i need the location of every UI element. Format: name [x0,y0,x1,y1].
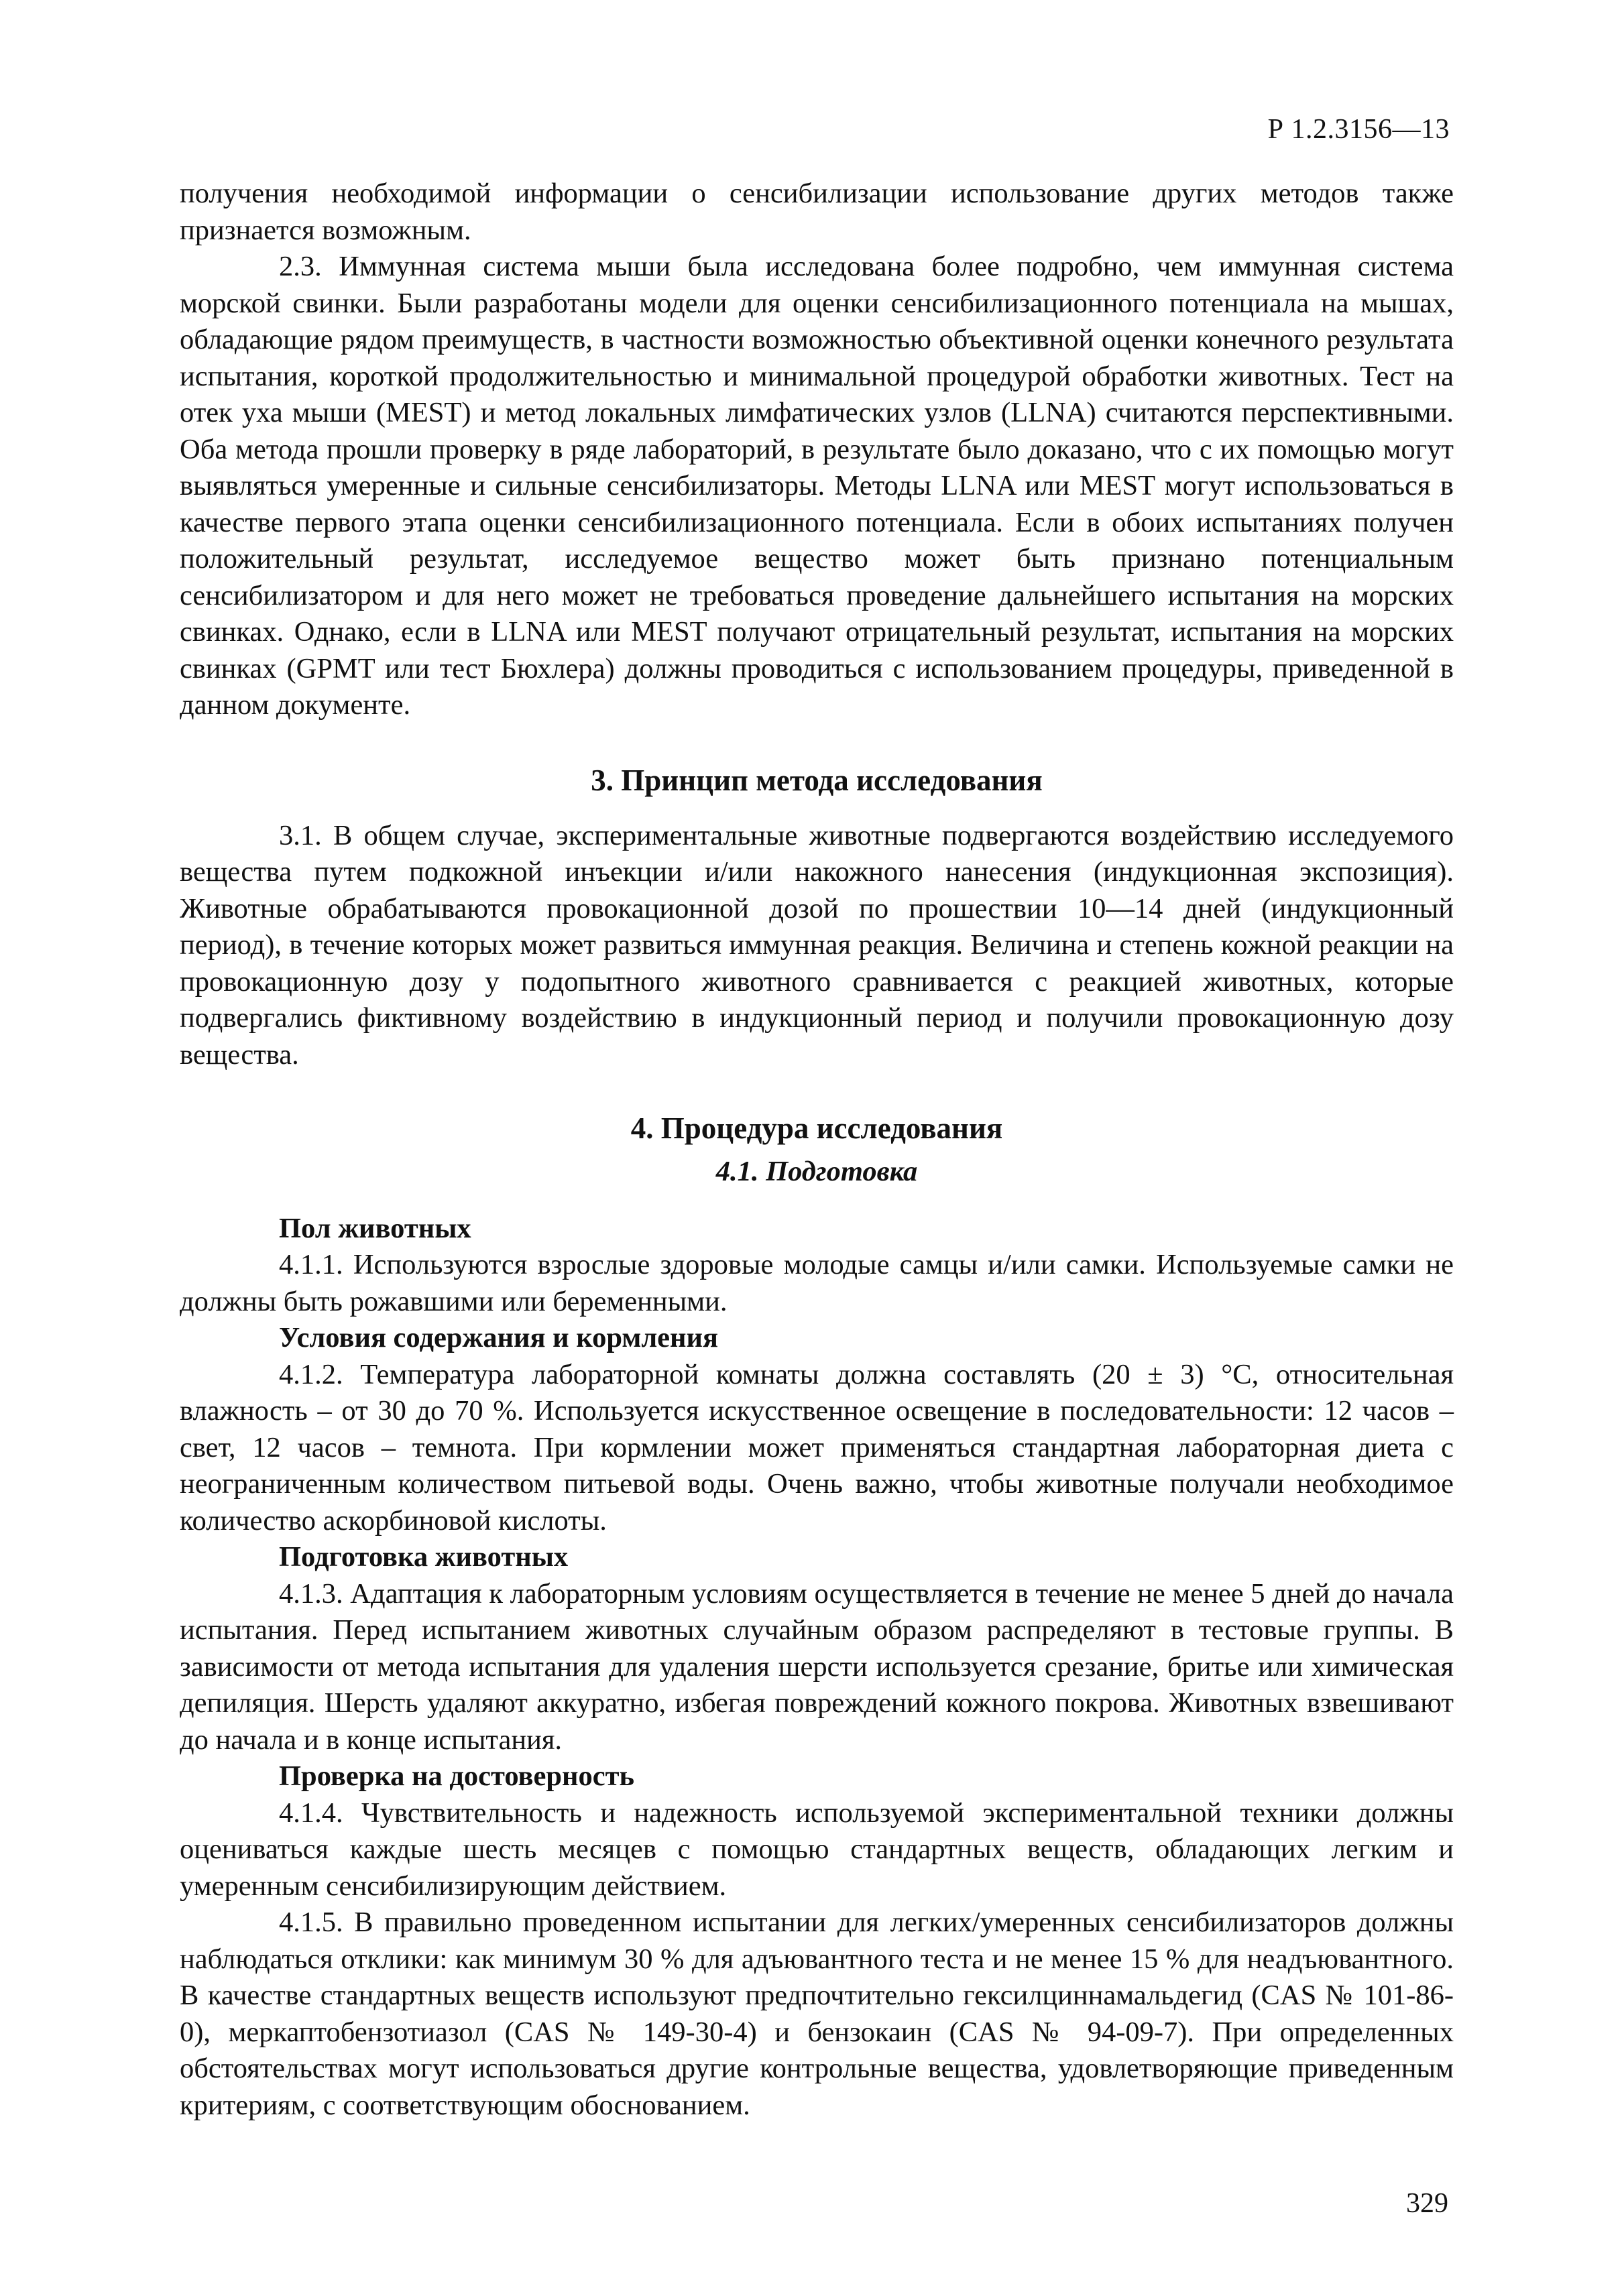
document-code: Р 1.2.3156—13 [1267,114,1450,145]
paragraph-4-1-3: 4.1.3. Адаптация к лабораторным условиям осуществляется в течение не менее 5 дней до начала испытания. Перед испытанием животных случайным образом распределяют в тестовые группы. В зависимости от метода испытания для удаления шерсти используется срезание, бритье или химическая депиляция. Шерсть удаляют аккуратно, избегая повреждений кожного покрова. Животных взвешивают до начала и в конце испытания. [180,1577,1454,1756]
animal-preparation-heading: Подготовка животных [279,1541,569,1573]
page-number: 329 [1406,2188,1448,2219]
paragraph-4-1-4: 4.1.4. Чувствительность и надежность используемой экспериментальной техники должны оцениваться каждые шесть месяцев с помощью стандартных веществ, обладающих легким и умеренным сенсибилизирующим действием. [180,1797,1454,1902]
paragraph-3-1: 3.1. В общем случае, экспериментальные животные подвергаются воздействию исследуемого вещества путем подкожной инъекции и/или накожного нанесения (индукционная экспозиция). Животные обрабатываются провокационной дозой по прошествии 10—14 дней (индукционный период), в течение которых может развиться иммунная реакция. Величина и степень кожной реакции на провокационную дозу у подопытного животного сравнивается с реакцией животных, которые подвергались фиктивному воздействию в индукционный период и получили провокационную дозу вещества. [180,819,1454,1071]
paragraph-2-3: 2.3. Иммунная система мыши была исследована более подробно, чем иммунная система морской свинки. Были разработаны модели для оценки сенсибилизационного потенциала на мышах, обладающие рядом преимуществ, в частности возможностью объективной оценки конечного результата испытания, короткой продолжительностью и минимальной процедурой обработки животных. Тест на отек уха мыши (MEST) и метод локальных лимфатических узлов (LLNA) считаются перспективными. Оба метода прошли проверку в ряде лабораторий, в результате было доказано, что с их помощью могут выявляться умеренные и сильные сенсибилизаторы. Методы LLNA или MEST могут использоваться в качестве первого этапа оценки сенсибилизационного потенциала. Если в обоих испытаниях получен положительный результат, исследуемое вещество может быть признано потенциальным сенсибилизатором и для него может не требоваться проведение дальнейшего испытания на морских свинках. Однако, если в LLNA или MEST получают отрицательный результат, испытания на морских свинках (GPMT или тест Бюхлера) должны проводиться с использованием процедуры, приведенной в данном документе. [180,251,1454,721]
paragraph-4-1-2: 4.1.2. Температура лабораторной комнаты должна составлять (20 ± 3) °С, относительная влажность – от 30 до 70 %. Используется искусственное освещение в последовательности: 12 часов – свет, 12 часов – темнота. При кормлении может применяться стандартная лабораторная диета с неограниченным количеством питьевой воды. Очень важно, чтобы животные получали необходимое количество аскорбиновой кислоты. [180,1358,1454,1536]
page-content [180,176,1454,2124]
reliability-check-heading: Проверка на достоверность [279,1760,634,1792]
intro-continuation-paragraph: получения необходимой информации о сенсибилизации использование других методов также признается возможным. [180,178,1454,246]
section-4-heading: 4. Процедура исследования [630,1111,1003,1145]
paragraph-4-1-1: 4.1.1. Используются взрослые здоровые молодые самцы и/или самки. Используемые самки не должны быть рожавшими или беременными. [180,1249,1454,1317]
housing-feeding-heading: Условия содержания и кормления [279,1322,719,1353]
section-3-heading: 3. Принцип метода исследования [591,763,1043,797]
animal-sex-heading: Пол животных [279,1212,471,1244]
subsection-4-1-heading: 4.1. Подготовка [715,1156,918,1187]
paragraph-4-1-5: 4.1.5. В правильно проведенном испытании для легких/умеренных сенсибилизаторов должны наблюдаться отклики: как минимум 30 % для адъювантного теста и не менее 15 % для неадъювантного. В качестве стандартных веществ используют предпочтительно гексилциннамальдегид (CAS № 101-86-0), меркаптобензотиазол (CAS № 149-30-4) и бензокаин (CAS № 94-09-7). При определенных обстоятельствах могут использоваться другие контрольные вещества, удовлетворяющие приведенным критериям, с соответствующим обоснованием. [180,1907,1454,2121]
